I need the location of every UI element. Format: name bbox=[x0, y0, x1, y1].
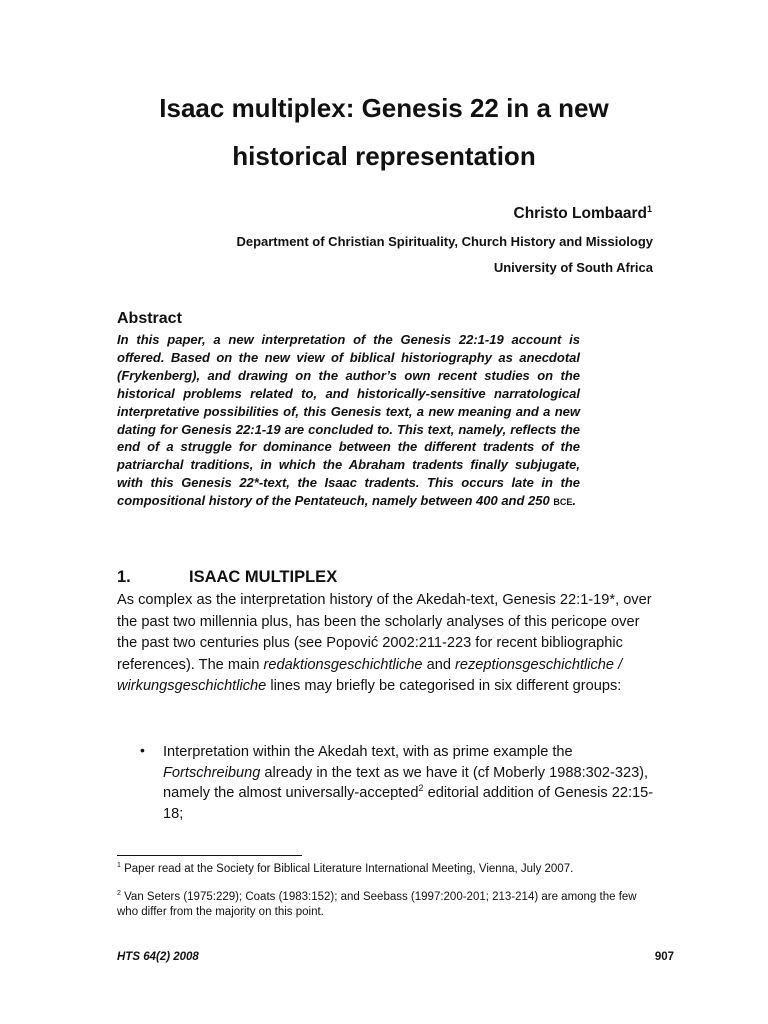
section-title: ISAAC MULTIPLEX bbox=[189, 568, 338, 586]
footnote-ref-2: 2 bbox=[418, 783, 424, 794]
author-name: Christo Lombaard$^1$ bbox=[513, 203, 652, 222]
bullet-point: • bbox=[140, 742, 145, 758]
footnote-2: $^2$ Van Seters (1975:229); Coats (1983:152); and Seebass (1997:200-201; 213-214) are among the few who differ from the majority on this point. bbox=[117, 890, 637, 918]
section-heading bbox=[117, 568, 337, 587]
title-line-1: Isaac multiplex: Genesis 22 in a new bbox=[159, 93, 609, 123]
bullet-item-text: Interpretation within the Akedah text, with as prime example the Fortschreibung already in the text as we have it (cf Moberly 1988:302-323), namely the almost universally-accepted$^2$ editorial addition of Genesis 22:15-18; bbox=[163, 744, 654, 822]
german-term-redaktionsgeschichtliche: redaktionsgeschichtliche bbox=[263, 656, 423, 673]
page-number: 907 bbox=[654, 951, 674, 963]
paper-title bbox=[110, 84, 658, 180]
abstract-text: In this paper, a new interpretation of the Genesis 22:1-19 account is offered. Based on the new view of biblical historiography as anecdotal (Frykenberg), and drawing on the author’s own recent studies on the historical problems related to, and historically-sensitive narratological interpretative possibilities of, this Genesis text, a new meaning and a new dating for Genesis 22:1-19 are concluded to. This text, namely, reflects the end of a struggle for dominance between the different tradents of the patriarchal traditions, in which the Abraham tradents finally subjugate, with this Genesis 22*-text, the Isaac tradents. This occurs late in the compositional history of the Pentateuch, namely between 400 and 250 bce. bbox=[117, 332, 580, 509]
body-paragraph: As complex as the interpretation history of the Akedah-text, Genesis 22:1-19*, over the past two millennia plus, has been the scholarly analyses of this pericope over the past two centuries plus (see Popović 2002:211-223 for recent bibliographic references). The main redaktionsgeschichtliche and rezeptionsgeschichtliche / wirkungsgeschichtliche lines may briefly be categorised in six different groups: bbox=[117, 592, 652, 694]
footnote-1: $^1$ Paper read at the Society for Biblical Literature International Meeting, Vienna, July 2007. bbox=[117, 862, 574, 875]
era-abbreviation: bce bbox=[553, 493, 573, 509]
german-term-rezeptionsgeschichtliche: rezeptionsgeschichtliche / wirkungsgeschichtliche bbox=[117, 656, 623, 694]
footnote-separator bbox=[117, 855, 302, 856]
abstract-heading: Abstract bbox=[117, 310, 182, 327]
section-number: 1. bbox=[117, 568, 131, 586]
journal-footer: HTS 64(2) 2008 bbox=[117, 951, 199, 963]
author-footnote-mark: 1 bbox=[646, 203, 652, 214]
german-term-fortschreibung: Fortschreibung bbox=[163, 764, 261, 781]
title-line-2: historical representation bbox=[232, 141, 536, 171]
author-affiliation-department: Department of Christian Spirituality, Church History and Missiology bbox=[236, 234, 653, 249]
author-affiliation-university: University of South Africa bbox=[493, 260, 653, 275]
